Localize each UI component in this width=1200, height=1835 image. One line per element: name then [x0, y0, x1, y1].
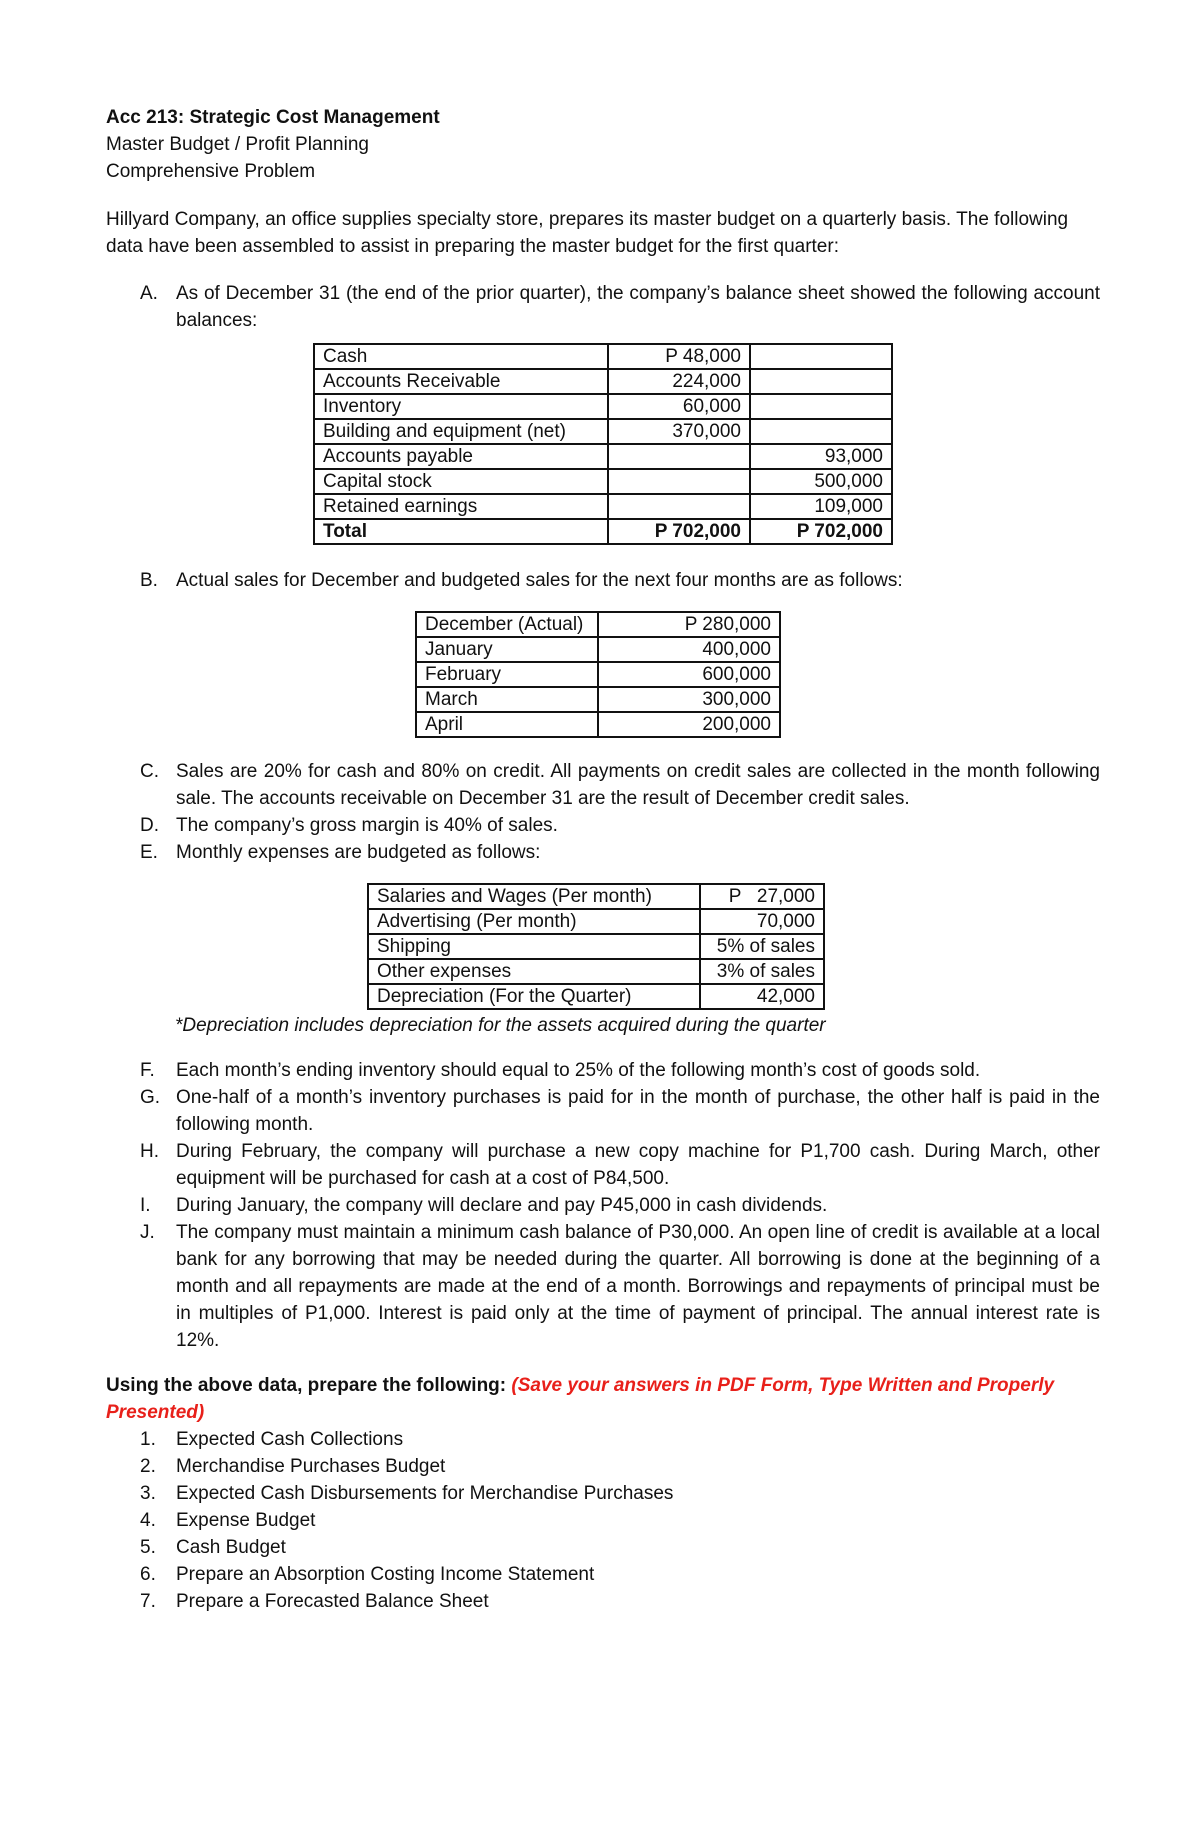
task-number: 2. [140, 1456, 156, 1477]
expense-item-cell: Salaries and Wages (Per month) [368, 884, 700, 909]
list-text: Sales are 20% for cash and 80% on credit. All payments on credit sales are collected in the month following sale. The accounts receivable on December 31 are the result of December credit sales. [176, 761, 1100, 809]
debit-cell: 370,000 [608, 419, 750, 444]
debit-cell: P 48,000 [608, 344, 750, 369]
list-text: The company must maintain a minimum cash balance of P30,000. An open line of credit is available at a local bank for any borrowing that may be needed during the quarter. All borrowing is done at the beginning of a month and all repayments are made at the end of a month. Borrowings and repayments of principal must be in multiples of P1,000. Interest is paid only at the time of payment of principal. The annual interest rate is 12%. [176, 1222, 1100, 1351]
list-text: During January, the company will declare and pay P45,000 in cash dividends. [176, 1195, 828, 1216]
list-item [106, 1507, 1100, 1534]
list-item [106, 1426, 1100, 1453]
expense-amount-cell: 70,000 [700, 909, 824, 934]
intro-paragraph: Hillyard Company, an office supplies specialty store, prepares its master budget on a quarterly basis. The following data have been assembled to assist in preparing the master budget for the first quarter: [106, 209, 1069, 257]
table-row [368, 884, 824, 909]
document-content [106, 104, 1100, 1615]
table-row [314, 494, 892, 519]
credit-cell: 109,000 [750, 494, 892, 519]
list-label: E. [140, 842, 158, 863]
list-item [106, 1561, 1100, 1588]
table-row [368, 909, 824, 934]
list-label: A. [140, 283, 158, 304]
task-text: Prepare an Absorption Costing Income Statement [176, 1564, 595, 1585]
month-cell: April [416, 712, 598, 737]
task-text: Prepare a Forecasted Balance Sheet [176, 1591, 489, 1612]
list-item [106, 567, 1100, 594]
credit-cell [750, 394, 892, 419]
section-a [106, 280, 1100, 334]
table-row [314, 469, 892, 494]
amount-cell: 600,000 [598, 662, 780, 687]
table-row [368, 984, 824, 1009]
balance-sheet-table [313, 343, 893, 545]
sections-f-to-j [106, 1057, 1100, 1354]
task-number: 4. [140, 1510, 156, 1531]
amount-cell: 200,000 [598, 712, 780, 737]
table-row [368, 959, 824, 984]
table-row [314, 344, 892, 369]
amount-cell: 300,000 [598, 687, 780, 712]
task-text: Merchandise Purchases Budget [176, 1456, 446, 1477]
list-item [106, 1588, 1100, 1615]
task-text: Expected Cash Collections [176, 1429, 404, 1450]
account-cell: Accounts payable [314, 444, 608, 469]
list-item [106, 1084, 1100, 1138]
expense-item-cell: Other expenses [368, 959, 700, 984]
task-number: 3. [140, 1483, 156, 1504]
list-text: Each month’s ending inventory should equal to 25% of the following month’s cost of goods sold. [176, 1060, 981, 1081]
list-item [106, 1219, 1100, 1354]
month-cell: December (Actual) [416, 612, 598, 637]
list-text: Actual sales for December and budgeted sales for the next four months are as follows: [176, 570, 903, 591]
list-text: Monthly expenses are budgeted as follows: [176, 842, 541, 863]
task-number: 1. [140, 1429, 156, 1450]
table-row [416, 687, 780, 712]
table-row [416, 662, 780, 687]
sections-c-to-e [106, 758, 1100, 866]
list-text: One-half of a month’s inventory purchases is paid for in the month of purchase, the other half is paid in the following month. [176, 1087, 1100, 1135]
month-cell: March [416, 687, 598, 712]
list-item [106, 280, 1100, 334]
debit-cell: 224,000 [608, 369, 750, 394]
document-subtitle: Master Budget / Profit Planning [106, 134, 369, 155]
credit-cell [750, 419, 892, 444]
instructions [106, 1372, 1100, 1426]
total-credit: P 702,000 [750, 519, 892, 544]
account-cell: Accounts Receivable [314, 369, 608, 394]
section-b [106, 567, 1100, 594]
list-label: I. [140, 1195, 151, 1216]
credit-cell [750, 344, 892, 369]
expense-amount-cell: 5% of sales [700, 934, 824, 959]
expense-amount-cell: 3% of sales [700, 959, 824, 984]
document-title: Acc 213: Strategic Cost Management [106, 107, 440, 128]
list-item [106, 1057, 1100, 1084]
list-item [106, 839, 1100, 866]
expense-table [367, 883, 825, 1010]
instructions-highlight: (Save your answers in PDF Form, Type Written and Properly Presented) [106, 1375, 1055, 1423]
expense-item-cell: Advertising (Per month) [368, 909, 700, 934]
month-cell: February [416, 662, 598, 687]
list-label: C. [140, 761, 159, 782]
table-row [416, 612, 780, 637]
table-row [314, 394, 892, 419]
list-item [106, 812, 1100, 839]
account-cell: Cash [314, 344, 608, 369]
total-label: Total [314, 519, 608, 544]
amount-cell: 400,000 [598, 637, 780, 662]
document-subtitle-2: Comprehensive Problem [106, 161, 316, 182]
list-item [106, 1534, 1100, 1561]
depreciation-note: *Depreciation includes depreciation for the assets acquired during the quarter [175, 1015, 826, 1036]
list-item [106, 1138, 1100, 1192]
list-item [106, 1480, 1100, 1507]
amount-cell: P 280,000 [598, 612, 780, 637]
credit-cell: 93,000 [750, 444, 892, 469]
expense-amount-cell: 42,000 [700, 984, 824, 1009]
table-row [314, 369, 892, 394]
list-label: F. [140, 1060, 155, 1081]
task-number: 7. [140, 1591, 156, 1612]
list-label: D. [140, 815, 159, 836]
list-label: H. [140, 1141, 159, 1162]
expense-item-cell: Depreciation (For the Quarter) [368, 984, 700, 1009]
task-number: 5. [140, 1537, 156, 1558]
sales-table [415, 611, 781, 738]
month-cell: January [416, 637, 598, 662]
account-cell: Retained earnings [314, 494, 608, 519]
total-debit: P 702,000 [608, 519, 750, 544]
debit-cell [608, 494, 750, 519]
list-text: The company’s gross margin is 40% of sales. [176, 815, 558, 836]
table-row [416, 712, 780, 737]
table-row [416, 637, 780, 662]
list-item [106, 1192, 1100, 1219]
table-row [314, 419, 892, 444]
expense-item-cell: Shipping [368, 934, 700, 959]
list-label: J. [140, 1222, 155, 1243]
task-number: 6. [140, 1564, 156, 1585]
list-text: During February, the company will purchase a new copy machine for P1,700 cash. During March, other equipment will be purchased for cash at a cost of P84,500. [176, 1141, 1100, 1189]
list-item [106, 758, 1100, 812]
credit-cell [750, 369, 892, 394]
total-row [314, 519, 892, 544]
task-text: Expected Cash Disbursements for Merchandise Purchases [176, 1483, 674, 1504]
expense-amount-cell: P 27,000 [700, 884, 824, 909]
task-list [106, 1426, 1100, 1615]
account-cell: Building and equipment (net) [314, 419, 608, 444]
debit-cell [608, 444, 750, 469]
table-row [368, 934, 824, 959]
table-row [314, 444, 892, 469]
debit-cell: 60,000 [608, 394, 750, 419]
account-cell: Capital stock [314, 469, 608, 494]
task-text: Cash Budget [176, 1537, 286, 1558]
list-label: G. [140, 1087, 161, 1108]
list-label: B. [140, 570, 158, 591]
instructions-lead: Using the above data, prepare the following: [106, 1375, 512, 1396]
debit-cell [608, 469, 750, 494]
list-text: As of December 31 (the end of the prior quarter), the company’s balance sheet showed the following account balances: [176, 283, 1100, 331]
task-text: Expense Budget [176, 1510, 316, 1531]
account-cell: Inventory [314, 394, 608, 419]
credit-cell: 500,000 [750, 469, 892, 494]
list-item [106, 1453, 1100, 1480]
